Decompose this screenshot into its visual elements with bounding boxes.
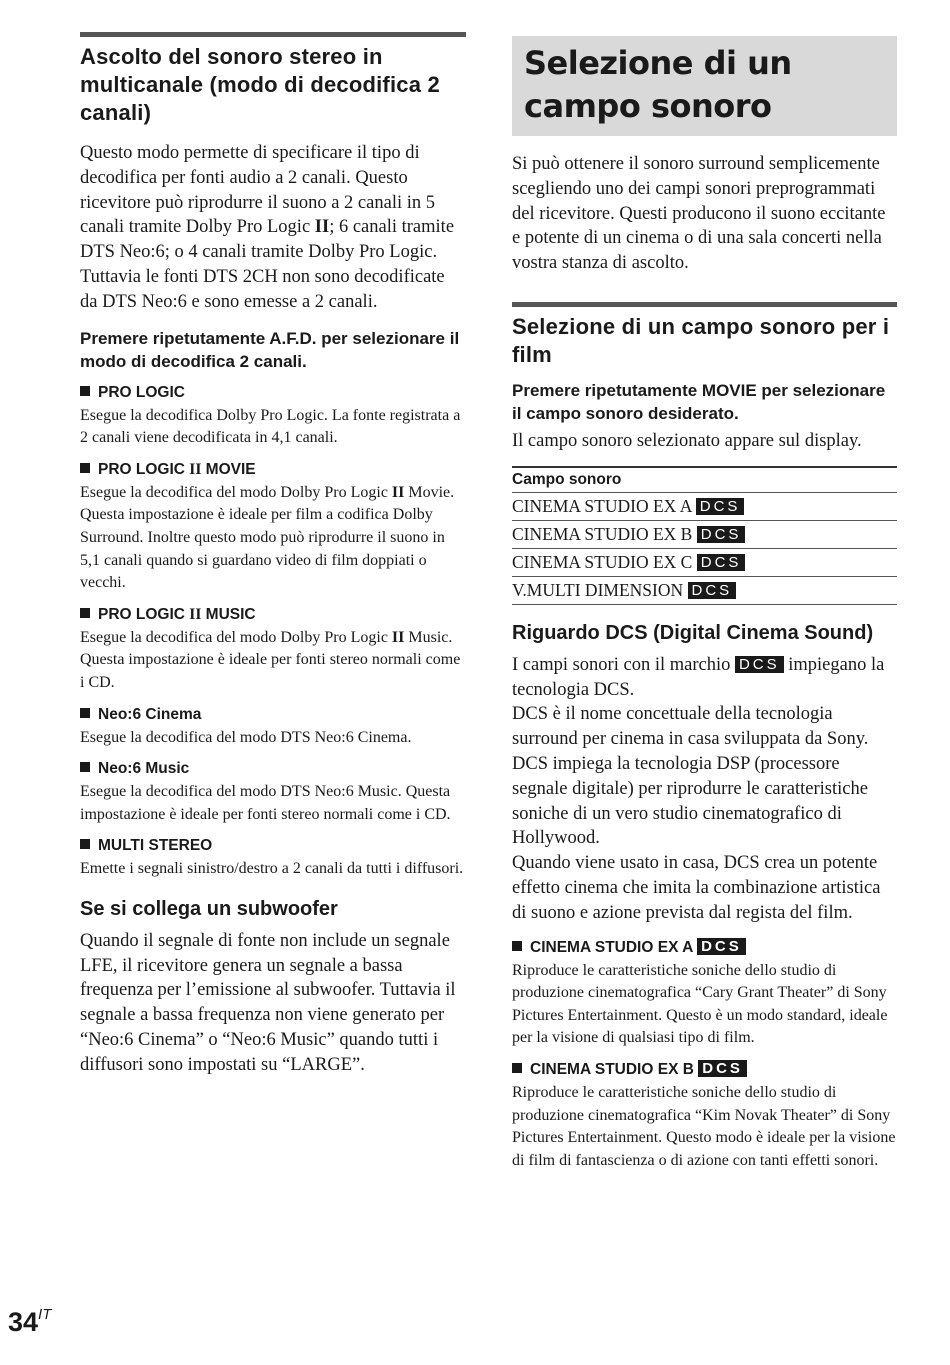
page-number-value: 34: [8, 1307, 39, 1337]
dcs-logo-icon: DCS: [688, 582, 737, 599]
mode-item: [80, 383, 466, 450]
sound-field-name: V.MULTI DIMENSION: [512, 579, 684, 600]
mode-text: Riproduce le caratteristiche soniche dello studio di produzione cinematografica “Cary Grant Theater” di Sony Pictures Entertainment. Questo è un modo standard, ideale per la visione di qualsiasi tipo di film.: [512, 961, 888, 1047]
page-language-suffix: IT: [38, 1306, 52, 1323]
mode-item: [80, 460, 466, 595]
square-bullet-icon: [512, 941, 522, 951]
square-bullet-icon: [512, 1063, 522, 1073]
table-row: [512, 520, 897, 548]
left-column: [80, 32, 466, 1090]
mode-title: CINEMA STUDIO EX B: [530, 1060, 694, 1078]
square-bullet-icon: [80, 608, 90, 618]
table-row: [512, 576, 897, 604]
dcs-logo-icon: DCS: [697, 938, 746, 955]
dcs-text: impiegano la tecnologia DCS.: [512, 654, 885, 700]
sound-field-name: CINEMA STUDIO EX A: [512, 495, 692, 516]
section-title-subwoofer: Se si collega un subwoofer: [80, 897, 338, 920]
square-bullet-icon: [80, 839, 90, 849]
table-header: Campo sonoro: [512, 467, 897, 493]
mode-text: Riproduce le caratteristiche soniche dello studio di produzione cinematografica “Kim Novak Theater” di Sony Pictures Entertainment. Questo modo è ideale per la visione di film di fantascienza o di azione con tanti effetti sonori.: [512, 1083, 896, 1169]
dcs-logo-icon: DCS: [697, 526, 746, 543]
dcs-paragraph: [512, 653, 897, 703]
mode-text: [80, 482, 466, 595]
sound-field-name: CINEMA STUDIO EX B: [512, 523, 693, 544]
mode-text-part: Esegue la decodifica del modo Dolby Pro Logic: [80, 483, 392, 501]
mode-text: Esegue la decodifica Dolby Pro Logic. La fonte registrata a 2 canali viene decodificata in 4,1 canali.: [80, 406, 461, 447]
body-text: ; 6 canali tramite DTS Neo:6; o 4 canali tramite Dolby Pro Logic. Tuttavia le fonti DTS 2CH non sono decodificate da DTS Neo:6 e sono emesse a 2 canali.: [80, 217, 455, 312]
mode-text-part: Movie. Questa impostazione è ideale per film a codifica Dolby Surround. Inoltre questo modo può riprodurre il suono in 5,1 canali quando si guardano video di film doppiati o vecchi.: [80, 483, 455, 592]
mode-title: Neo:6 Cinema: [98, 705, 202, 723]
section-title-movie: Selezione di un campo sonoro per i film: [512, 313, 890, 367]
square-bullet-icon: [80, 708, 90, 718]
mode-text-part: Music. Questa impostazione è ideale per fonti stereo normali come i CD.: [80, 628, 461, 691]
dcs-logo-icon: DCS: [697, 554, 746, 571]
section-title-dcs: Riguardo DCS (Digital Cinema Sound): [512, 621, 874, 644]
dcs-logo-icon: DCS: [735, 656, 784, 673]
mode-title-roman: II: [189, 460, 202, 478]
mode-item: [80, 759, 466, 826]
mode-text: Emette i segnali sinistro/destro a 2 canali da tutti i diffusori.: [80, 860, 464, 878]
mode-item: [80, 605, 466, 695]
dcs-text: I campi sonori con il marchio: [512, 654, 735, 675]
instruction: Premere ripetutamente A.F.D. per selezionare il modo di decodifica 2 canali.: [80, 328, 460, 371]
dcs-paragraph: DCS è il nome concettuale della tecnologia surround per cinema in casa sviluppata da Sony. DCS impiega la tecnologia DSP (processore segnale digitale) per riprodurre le caratteristiche soniche di un vero studio cinematografico di Hollywood.: [512, 704, 869, 849]
square-bullet-icon: [80, 463, 90, 473]
square-bullet-icon: [80, 762, 90, 772]
subwoofer-body: Quando il segnale di fonte non include un segnale LFE, il ricevitore genera un segnale a bassa frequenza per l’emissione al subwoofer. Tuttavia il segnale a bassa frequenza non viene generato per “Neo:6 Cinema” o “Neo:6 Music” quando tutti i diffusori sono impostati su “LARGE”.: [80, 930, 456, 1075]
mode-title: PRO LOGIC: [98, 383, 185, 401]
section-rule: [80, 32, 466, 37]
section-title-two-channel: Ascolto del sonoro stereo in multicanale (modo di decodifica 2 canali): [80, 44, 440, 125]
right-column: [512, 36, 897, 1182]
dcs-mode-item: [512, 1060, 897, 1172]
page-number: [8, 1306, 51, 1338]
mode-title: PRO LOGIC: [98, 460, 190, 478]
mode-title-roman: II: [189, 605, 202, 623]
mode-title: MOVIE: [201, 460, 256, 478]
intro-text: Si può ottenere il sonoro surround semplicemente scegliendo uno dei campi sonori preprogrammati del ricevitore. Questi producono il suono eccitante e potente di un cinema o di una sala concerti nella vostra stanza di ascolto.: [512, 154, 886, 274]
display-note: Il campo sonoro selezionato appare sul display.: [512, 430, 862, 451]
mode-title: Neo:6 Music: [98, 760, 190, 778]
dcs-logo-icon: DCS: [698, 1060, 747, 1077]
dcs-paragraph: Quando viene usato in casa, DCS crea un potente effetto cinema che imita la combinazione artistica di suono e azione prevista dal regista del film.: [512, 853, 881, 923]
body-roman-ii: II: [314, 217, 330, 238]
mode-item: [80, 705, 466, 750]
mode-title: MUSIC: [201, 605, 256, 623]
dcs-mode-item: [512, 938, 897, 1050]
section-body: [80, 141, 466, 315]
instruction: Premere ripetutamente MOVIE per selezionare il campo sonoro desiderato.: [512, 380, 886, 423]
mode-title: MULTI STEREO: [98, 837, 213, 855]
sound-field-name: CINEMA STUDIO EX C: [512, 551, 693, 572]
mode-text: Esegue la decodifica del modo DTS Neo:6 Cinema.: [80, 728, 412, 746]
square-bullet-icon: [80, 386, 90, 396]
mode-title: PRO LOGIC: [98, 605, 190, 623]
main-title: Selezione di un campo sonoro: [512, 36, 897, 136]
mode-text: [80, 627, 466, 695]
mode-text: Esegue la decodifica del modo DTS Neo:6 Music. Questa impostazione è ideale per fonti stereo normali come i CD.: [80, 783, 451, 823]
table-row: [512, 548, 897, 576]
mode-title: CINEMA STUDIO EX A: [530, 938, 693, 956]
mode-text-part: Esegue la decodifica del modo Dolby Pro Logic: [80, 628, 392, 646]
sound-field-table: [512, 466, 897, 605]
table-row: [512, 492, 897, 520]
body-text: Questo modo permette di specificare il tipo di decodifica per fonti audio a 2 canali. Questo ricevitore può riprodurre il suono a 2 canali in 5 canali tramite Dolby Pro Logic: [80, 143, 435, 238]
mode-text-roman: II: [391, 628, 405, 646]
mode-text-roman: II: [391, 483, 405, 501]
section-rule: [512, 302, 897, 307]
dcs-logo-icon: DCS: [696, 498, 745, 515]
mode-item: [80, 836, 466, 881]
